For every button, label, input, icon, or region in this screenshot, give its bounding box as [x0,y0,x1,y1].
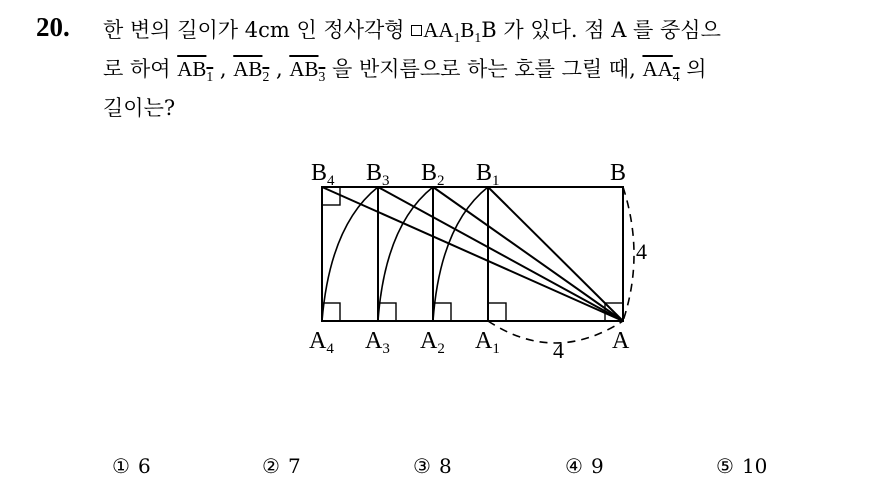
question-text: 한 변의 길이가 4cm 인 정사각형 [103,18,412,42]
question-text: 의 [679,57,707,81]
choice-value: 8 [438,454,452,478]
label-b3: $B_3$ [366,160,390,189]
choice-mark: ⑤ [716,454,734,478]
choice-mark: ③ [413,454,431,478]
diagonal-a-b4 [322,187,623,321]
question-line-2: 로 하여 $AB_1$ , $AB_2$ , $AB_3$ 을 반지름으로 하는 호를 그릴 때, $AA_4$ 의 [103,57,707,85]
question-line-1 [103,20,721,45]
label-a1: $A_1$ [475,328,500,357]
diagonal-a-b2 [433,187,623,321]
geometry-figure [290,150,670,370]
choice-3[interactable] [413,454,452,478]
choice-mark: ① [112,454,130,478]
choice-1[interactable] [112,454,151,478]
segment-ab2: $AB_2$ [233,57,270,85]
choice-value: 6 [137,454,151,478]
segment-ab1: $AB_1$ [177,57,214,85]
right-angle-mark [322,303,340,321]
question-text: B 가 있다. 점 A 를 중심으 [481,18,721,42]
right-angle-mark [322,187,340,205]
square-symbol-icon [411,25,422,36]
choice-mark: ④ [565,454,583,478]
square-name: $AA_1B_1$ [423,18,482,46]
question-text: 을 반지름으로 하는 호를 그릴 때, [325,57,643,81]
label-a: A [612,328,630,354]
diagonal-a-b1 [488,187,623,321]
label-b4: $B_4$ [311,160,335,189]
geometry-diagram [290,150,670,370]
right-angle-mark [378,303,396,321]
choice-value: 9 [590,454,604,478]
choice-2[interactable] [262,454,301,478]
right-angle-mark [488,303,506,321]
side-length-label: 4 [636,239,647,264]
label-b1: $B_1$ [476,160,500,189]
choice-value: 10 [741,454,768,478]
answer-choices [0,454,884,480]
question-text: 로 하여 [103,57,178,81]
segment-ab3: $AB_3$ [289,57,326,85]
diagonal-a-b3 [378,187,623,321]
label-b: B [610,160,627,186]
label-b2: $B_2$ [421,160,445,189]
segment-aa4: $AA_4$ [642,57,680,85]
label-a2: $A_2$ [420,328,445,357]
dashed-arc-a-b [623,187,634,321]
label-a3: $A_3$ [365,328,390,357]
question-line-3: 길이는? [103,96,176,120]
bottom-length-label: 4 [553,338,564,363]
choice-4[interactable] [565,454,604,478]
right-angle-mark [433,303,451,321]
choice-5[interactable] [716,454,767,478]
choice-value: 7 [287,454,301,478]
question-number: 20. [36,12,70,42]
arc-b2-a3 [378,187,433,321]
choice-mark: ② [262,454,280,478]
label-a4: $A_4$ [309,328,334,357]
